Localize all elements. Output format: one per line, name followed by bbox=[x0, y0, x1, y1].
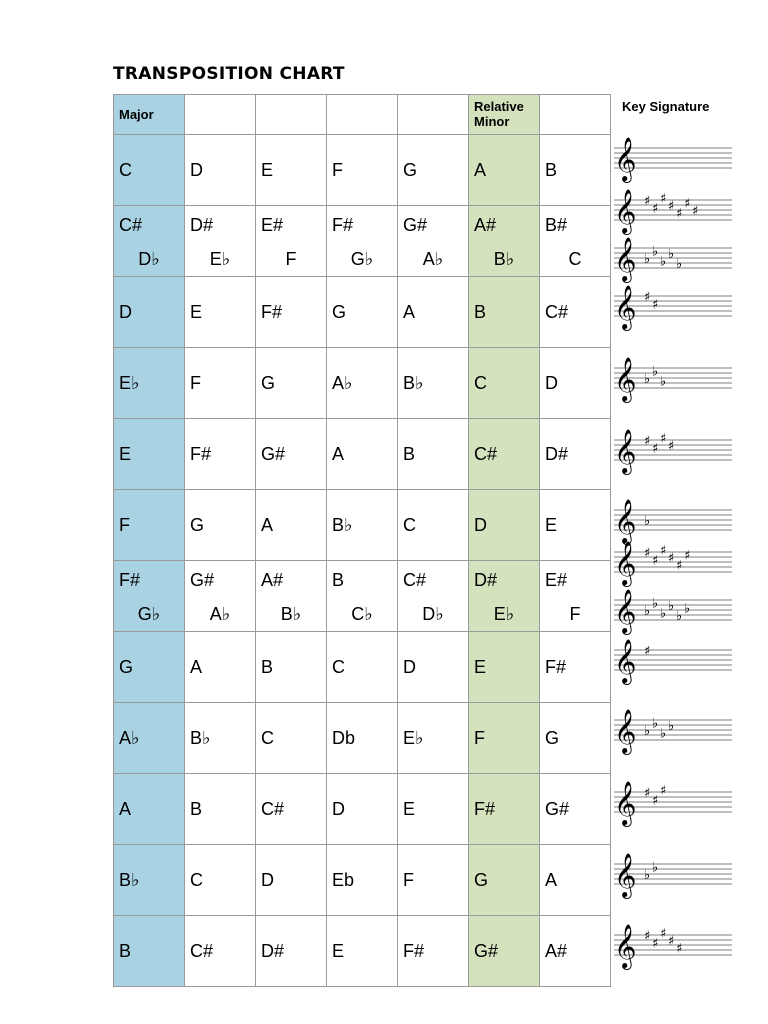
note-cell: G bbox=[540, 703, 611, 774]
note-cell: G# bbox=[256, 419, 327, 490]
enharmonic-cell: A♭ bbox=[398, 243, 469, 277]
note-cell: F# bbox=[327, 206, 398, 244]
note-cell: A bbox=[540, 845, 611, 916]
page-title: TRANSPOSITION CHART bbox=[113, 64, 345, 84]
treble-clef-icon: 𝄞 bbox=[614, 137, 637, 181]
note-cell: G bbox=[114, 632, 185, 703]
enharmonic-cell: C bbox=[540, 243, 611, 277]
sharp-icon: ♯ bbox=[676, 558, 683, 574]
sharp-icon: ♯ bbox=[644, 194, 651, 209]
note-cell: B♭ bbox=[185, 703, 256, 774]
header-cell: Major bbox=[114, 95, 185, 135]
sharp-icon: ♯ bbox=[660, 543, 667, 559]
header-cell bbox=[327, 95, 398, 135]
note-cell: D bbox=[185, 135, 256, 206]
note-cell: E bbox=[540, 490, 611, 561]
flat-icon: ♭ bbox=[652, 596, 659, 612]
note-cell: D# bbox=[185, 206, 256, 244]
note-cell: E♭ bbox=[398, 703, 469, 774]
note-cell: B bbox=[398, 419, 469, 490]
note-cell: E# bbox=[256, 206, 327, 244]
note-cell: A# bbox=[469, 206, 540, 244]
note-cell: A♭ bbox=[114, 703, 185, 774]
note-cell: B bbox=[469, 277, 540, 348]
treble-clef-icon: 𝄞 bbox=[614, 589, 637, 633]
flat-icon: ♭ bbox=[684, 601, 691, 617]
enharmonic-cell: D♭ bbox=[398, 598, 469, 632]
treble-clef-icon: 𝄞 bbox=[614, 237, 637, 281]
key-signature-staff bbox=[614, 137, 732, 183]
sharp-icon: ♯ bbox=[676, 941, 683, 957]
table-row-enharmonic bbox=[114, 598, 611, 632]
note-cell: B# bbox=[540, 206, 611, 244]
note-cell: G bbox=[398, 135, 469, 206]
sharp-icon: ♯ bbox=[644, 929, 651, 944]
treble-clef-icon: 𝄞 bbox=[614, 285, 637, 329]
note-cell: A# bbox=[540, 916, 611, 987]
note-cell: F# bbox=[256, 277, 327, 348]
treble-clef-icon: 𝄞 bbox=[614, 429, 637, 473]
flat-icon: ♭ bbox=[660, 254, 667, 270]
note-cell: A# bbox=[256, 561, 327, 599]
note-cell: A bbox=[469, 135, 540, 206]
sharp-icon: ♯ bbox=[684, 196, 691, 212]
sharp-icon: ♯ bbox=[652, 441, 659, 457]
note-cell: B bbox=[114, 916, 185, 987]
sharp-icon: ♯ bbox=[684, 548, 691, 564]
enharmonic-cell: E♭ bbox=[469, 598, 540, 632]
flat-icon: ♭ bbox=[660, 606, 667, 622]
sharp-icon: ♯ bbox=[668, 199, 675, 214]
table-row bbox=[114, 348, 611, 419]
note-cell: B bbox=[185, 774, 256, 845]
note-cell: G bbox=[256, 348, 327, 419]
flat-icon: ♭ bbox=[652, 364, 659, 380]
note-cell: G# bbox=[540, 774, 611, 845]
sharp-icon: ♯ bbox=[660, 783, 667, 799]
note-cell: Db bbox=[327, 703, 398, 774]
key-signature-staff bbox=[614, 189, 732, 235]
note-cell: E bbox=[256, 135, 327, 206]
table-row bbox=[114, 419, 611, 490]
key-signature-staff bbox=[614, 357, 732, 403]
note-cell: D# bbox=[469, 561, 540, 599]
note-cell: C bbox=[256, 703, 327, 774]
note-cell: C bbox=[185, 845, 256, 916]
treble-clef-icon: 𝄞 bbox=[614, 709, 637, 753]
note-cell: D bbox=[469, 490, 540, 561]
note-cell: F# bbox=[469, 774, 540, 845]
note-cell: C bbox=[114, 135, 185, 206]
header-cell bbox=[185, 95, 256, 135]
flat-icon: ♭ bbox=[660, 726, 667, 742]
note-cell: A♭ bbox=[327, 348, 398, 419]
flat-icon: ♭ bbox=[644, 604, 651, 619]
note-cell: A bbox=[327, 419, 398, 490]
enharmonic-cell: F bbox=[256, 243, 327, 277]
sharp-icon: ♯ bbox=[652, 201, 659, 217]
note-cell: E# bbox=[540, 561, 611, 599]
enharmonic-cell: G♭ bbox=[114, 598, 185, 632]
treble-clef-icon: 𝄞 bbox=[614, 853, 637, 897]
table-row-enharmonic bbox=[114, 243, 611, 277]
key-signature-staff bbox=[614, 781, 732, 827]
note-cell: A bbox=[256, 490, 327, 561]
note-cell: B♭ bbox=[327, 490, 398, 561]
sharp-icon: ♯ bbox=[644, 786, 651, 801]
header-cell: Relative Minor bbox=[469, 95, 540, 135]
flat-icon: ♭ bbox=[644, 514, 651, 529]
note-cell: C# bbox=[114, 206, 185, 244]
treble-clef-icon: 𝄞 bbox=[614, 189, 637, 233]
table-row bbox=[114, 277, 611, 348]
sharp-icon: ♯ bbox=[652, 553, 659, 569]
flat-icon: ♭ bbox=[660, 374, 667, 390]
note-cell: G bbox=[185, 490, 256, 561]
note-cell: A bbox=[185, 632, 256, 703]
sharp-icon: ♯ bbox=[668, 439, 675, 454]
note-cell: E♭ bbox=[114, 348, 185, 419]
note-cell: C bbox=[327, 632, 398, 703]
enharmonic-cell: D♭ bbox=[114, 243, 185, 277]
key-signature-staff bbox=[614, 237, 732, 283]
table-row bbox=[114, 561, 611, 599]
key-signature-staff bbox=[614, 924, 732, 970]
note-cell: G# bbox=[398, 206, 469, 244]
table-row bbox=[114, 206, 611, 244]
treble-clef-icon: 𝄞 bbox=[614, 639, 637, 683]
flat-icon: ♭ bbox=[652, 716, 659, 732]
key-signature-staff bbox=[614, 589, 732, 635]
table-row bbox=[114, 632, 611, 703]
key-signature-staff bbox=[614, 541, 732, 587]
table-row bbox=[114, 774, 611, 845]
key-signature-header: Key Signature bbox=[622, 99, 710, 114]
note-cell: C# bbox=[398, 561, 469, 599]
sharp-icon: ♯ bbox=[652, 793, 659, 809]
note-cell: F bbox=[327, 135, 398, 206]
treble-clef-icon: 𝄞 bbox=[614, 357, 637, 401]
key-signature-staff bbox=[614, 429, 732, 475]
flat-icon: ♭ bbox=[652, 860, 659, 876]
note-cell: F# bbox=[114, 561, 185, 599]
note-cell: C# bbox=[256, 774, 327, 845]
table-row bbox=[114, 703, 611, 774]
sharp-icon: ♯ bbox=[660, 926, 667, 942]
header-cell bbox=[256, 95, 327, 135]
note-cell: F# bbox=[398, 916, 469, 987]
key-signature-staff bbox=[614, 853, 732, 899]
treble-clef-icon: 𝄞 bbox=[614, 924, 637, 968]
note-cell: B♭ bbox=[114, 845, 185, 916]
note-cell: D# bbox=[256, 916, 327, 987]
note-cell: E bbox=[469, 632, 540, 703]
note-cell: D bbox=[256, 845, 327, 916]
flat-icon: ♭ bbox=[676, 257, 683, 272]
note-cell: F bbox=[185, 348, 256, 419]
flat-icon: ♭ bbox=[668, 599, 675, 614]
flat-icon: ♭ bbox=[668, 719, 675, 734]
header-row bbox=[114, 95, 611, 135]
note-cell: B bbox=[327, 561, 398, 599]
note-cell: C# bbox=[469, 419, 540, 490]
note-cell: D# bbox=[540, 419, 611, 490]
enharmonic-cell: B♭ bbox=[469, 243, 540, 277]
key-signature-staff bbox=[614, 709, 732, 755]
sharp-icon: ♯ bbox=[644, 290, 651, 305]
sharp-icon: ♯ bbox=[692, 204, 699, 219]
note-cell: C# bbox=[185, 916, 256, 987]
enharmonic-cell: G♭ bbox=[327, 243, 398, 277]
note-cell: D bbox=[540, 348, 611, 419]
sharp-icon: ♯ bbox=[652, 936, 659, 952]
flat-icon: ♭ bbox=[644, 252, 651, 267]
note-cell: E bbox=[398, 774, 469, 845]
enharmonic-cell: B♭ bbox=[256, 598, 327, 632]
note-cell: F# bbox=[540, 632, 611, 703]
enharmonic-cell: C♭ bbox=[327, 598, 398, 632]
note-cell: G# bbox=[185, 561, 256, 599]
note-cell: C# bbox=[540, 277, 611, 348]
note-cell: C bbox=[469, 348, 540, 419]
treble-clef-icon: 𝄞 bbox=[614, 781, 637, 825]
sharp-icon: ♯ bbox=[668, 551, 675, 566]
note-cell: E bbox=[327, 916, 398, 987]
flat-icon: ♭ bbox=[644, 868, 651, 883]
sharp-icon: ♯ bbox=[660, 431, 667, 447]
note-cell: E bbox=[185, 277, 256, 348]
sharp-icon: ♯ bbox=[644, 644, 651, 659]
flat-icon: ♭ bbox=[676, 609, 683, 624]
enharmonic-cell: A♭ bbox=[185, 598, 256, 632]
note-cell: E bbox=[114, 419, 185, 490]
transposition-table bbox=[113, 94, 611, 987]
treble-clef-icon: 𝄞 bbox=[614, 499, 637, 543]
enharmonic-cell: F bbox=[540, 598, 611, 632]
note-cell: A bbox=[398, 277, 469, 348]
sharp-icon: ♯ bbox=[644, 434, 651, 449]
treble-clef-icon: 𝄞 bbox=[614, 541, 637, 585]
note-cell: D bbox=[398, 632, 469, 703]
sharp-icon: ♯ bbox=[676, 206, 683, 222]
sharp-icon: ♯ bbox=[660, 191, 667, 207]
note-cell: A bbox=[114, 774, 185, 845]
note-cell: F bbox=[398, 845, 469, 916]
key-signature-staff bbox=[614, 639, 732, 685]
note-cell: C bbox=[398, 490, 469, 561]
note-cell: D bbox=[327, 774, 398, 845]
note-cell: G bbox=[327, 277, 398, 348]
note-cell: F bbox=[114, 490, 185, 561]
note-cell: B bbox=[540, 135, 611, 206]
flat-icon: ♭ bbox=[668, 247, 675, 262]
note-cell: Eb bbox=[327, 845, 398, 916]
table-row bbox=[114, 135, 611, 206]
note-cell: D bbox=[114, 277, 185, 348]
note-cell: B♭ bbox=[398, 348, 469, 419]
note-cell: F# bbox=[185, 419, 256, 490]
sharp-icon: ♯ bbox=[668, 934, 675, 949]
flat-icon: ♭ bbox=[644, 724, 651, 739]
key-signature-column bbox=[612, 130, 736, 975]
sharp-icon: ♯ bbox=[644, 546, 651, 561]
header-cell bbox=[540, 95, 611, 135]
note-cell: F bbox=[469, 703, 540, 774]
flat-icon: ♭ bbox=[644, 372, 651, 387]
key-signature-staff bbox=[614, 285, 732, 331]
sharp-icon: ♯ bbox=[652, 297, 659, 313]
table-row bbox=[114, 845, 611, 916]
key-signature-staff bbox=[614, 499, 732, 545]
table-row bbox=[114, 916, 611, 987]
note-cell: B bbox=[256, 632, 327, 703]
note-cell: G# bbox=[469, 916, 540, 987]
header-cell bbox=[398, 95, 469, 135]
table-row bbox=[114, 490, 611, 561]
note-cell: G bbox=[469, 845, 540, 916]
flat-icon: ♭ bbox=[652, 244, 659, 260]
enharmonic-cell: E♭ bbox=[185, 243, 256, 277]
